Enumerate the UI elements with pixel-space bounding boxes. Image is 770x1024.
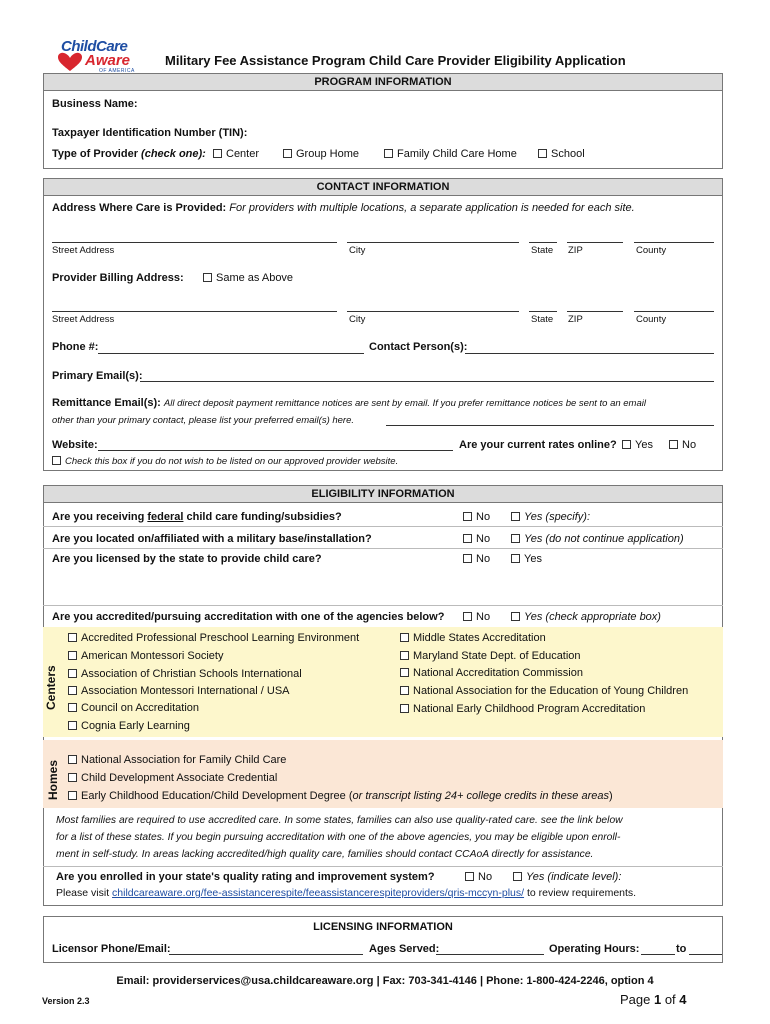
home-agency-checkbox[interactable]: Early Childhood Education/Child Development Degree (or transcript listing 24+ college credits in these areas) <box>68 790 613 802</box>
address-row <box>52 202 635 214</box>
logo-line2: Aware <box>85 52 131 69</box>
center-agency-checkbox[interactable]: Association Montessori International / USA <box>68 685 290 697</box>
federal-funding-no-checkbox[interactable]: No <box>463 511 490 523</box>
center-agency-checkbox[interactable]: Association of Christian Schools International <box>68 668 302 680</box>
checkbox-icon <box>511 512 520 521</box>
operating-hours-label: Operating Hours: <box>549 943 640 955</box>
divider <box>43 866 723 867</box>
licensed-yes-checkbox[interactable]: Yes <box>511 553 542 565</box>
city-input[interactable] <box>347 242 519 243</box>
billing-county-input[interactable] <box>634 311 714 312</box>
billing-state-input[interactable] <box>529 311 557 312</box>
billing-zip-caption: ZIP <box>568 314 583 325</box>
city-caption: City <box>349 245 366 256</box>
type-group-home-checkbox[interactable]: Group Home <box>283 148 359 160</box>
rates-online-no-checkbox[interactable]: No <box>669 439 696 451</box>
billing-street-caption: Street Address <box>52 314 115 325</box>
checkbox-icon <box>463 534 472 543</box>
page-indicator: Page 1 of 4 <box>620 992 687 1007</box>
program-information-header: PROGRAM INFORMATION <box>44 74 722 91</box>
remittance-row <box>52 397 646 409</box>
billing-state-caption: State <box>531 314 554 325</box>
licensor-label: Licensor Phone/Email: <box>52 943 171 955</box>
checkbox-icon <box>213 149 222 158</box>
ages-served-input[interactable] <box>436 954 544 955</box>
center-agency-checkbox[interactable]: Council on Accreditation <box>68 702 199 714</box>
remittance-note1: All direct deposit payment remittance notices are sent by email. If you prefer remittance notices be sent to an email <box>163 398 646 409</box>
checkbox-icon <box>68 703 77 712</box>
checkbox-icon <box>68 755 77 764</box>
center-agency-checkbox[interactable]: National Association for the Education of Young Children <box>400 685 688 697</box>
checkbox-icon <box>538 149 547 158</box>
primary-email-label: Primary Email(s): <box>52 370 143 382</box>
rates-online-yes-checkbox[interactable]: Yes <box>622 439 653 451</box>
center-agency-checkbox[interactable]: National Early Childhood Program Accreditation <box>400 703 645 715</box>
billing-address-label: Provider Billing Address: <box>52 272 184 284</box>
center-agency-checkbox[interactable]: National Accreditation Commission <box>400 667 583 679</box>
accreditation-question: Are you accredited/pursuing accreditation with one of the agencies below? <box>52 611 445 623</box>
accreditation-note-line3: ment in self-study. In areas lacking accredited/high quality care, families should contact CCAoA directly for assistance. <box>56 849 594 860</box>
contact-information-section <box>43 178 723 471</box>
checkbox-icon <box>511 554 520 563</box>
checkbox-icon <box>68 651 77 660</box>
billing-city-input[interactable] <box>347 311 519 312</box>
accreditation-note-line1: Most families are required to use accredited care. In some states, families can also use quality-rated care. see the link below <box>56 815 623 826</box>
type-school-checkbox[interactable]: School <box>538 148 585 160</box>
homes-label: Homes <box>46 759 60 800</box>
checkbox-icon <box>463 554 472 563</box>
contact-person-label: Contact Person(s): <box>369 341 468 353</box>
checkbox-icon <box>669 440 678 449</box>
primary-email-input[interactable] <box>140 381 714 382</box>
checkbox-icon <box>68 791 77 800</box>
remittance-email-input[interactable] <box>386 425 714 426</box>
website-label: Website: <box>52 439 98 451</box>
provider-type-hint: (check one): <box>141 148 206 160</box>
military-base-yes-checkbox[interactable]: Yes (do not continue application) <box>511 533 684 545</box>
centers-label: Centers <box>44 665 58 710</box>
checkbox-icon <box>52 456 61 465</box>
home-agency-checkbox[interactable]: National Association for Family Child Care <box>68 754 286 766</box>
federal-funding-yes-checkbox[interactable]: Yes (specify): <box>511 511 590 523</box>
same-as-above-checkbox[interactable]: Same as Above <box>203 272 293 284</box>
qris-visit-row: Please visit childcareaware.org/fee-assistancerespite/feeassistancerespiteproviders/qris-mccyn-plus/ to review requirements. <box>56 887 637 899</box>
checkbox-icon <box>68 721 77 730</box>
zip-caption: ZIP <box>568 245 583 256</box>
website-input[interactable] <box>98 450 453 451</box>
licensed-no-checkbox[interactable]: No <box>463 553 490 565</box>
checkbox-icon <box>465 872 474 881</box>
billing-street-input[interactable] <box>52 311 337 312</box>
checkbox-icon <box>463 512 472 521</box>
accreditation-note-line2: for a list of these states. If you begin pursuing accreditation with one of the above agencies, you may be eligible upon enroll- <box>56 832 621 843</box>
accreditation-no-checkbox[interactable]: No <box>463 611 490 623</box>
hours-to-label: to <box>676 943 687 955</box>
tin-label: Taxpayer Identification Number (TIN): <box>52 127 248 139</box>
checkbox-icon <box>400 686 409 695</box>
logo-line3: OF AMERICA <box>99 68 135 74</box>
rates-online-label: Are your current rates online? <box>459 439 617 451</box>
checkbox-icon <box>400 668 409 677</box>
contact-person-input[interactable] <box>465 353 714 354</box>
eligibility-information-header: ELIGIBILITY INFORMATION <box>44 486 722 503</box>
heart-logo-icon <box>57 52 83 72</box>
zip-input[interactable] <box>567 242 623 243</box>
hours-from-input[interactable] <box>641 954 675 955</box>
licensing-information-header: LICENSING INFORMATION <box>44 917 722 937</box>
qris-no-checkbox[interactable]: No <box>465 871 492 883</box>
checkbox-icon <box>511 612 520 621</box>
checkbox-icon <box>283 149 292 158</box>
hours-to-input[interactable] <box>689 954 722 955</box>
qris-question: Are you enrolled in your state's quality rating and improvement system? <box>56 871 435 883</box>
checkbox-icon <box>400 704 409 713</box>
remittance-label: Remittance Email(s): <box>52 397 161 409</box>
provider-type-label: Type of Provider <box>52 148 138 160</box>
checkbox-icon <box>68 773 77 782</box>
center-agency-checkbox[interactable]: Cognia Early Learning <box>68 720 190 732</box>
logo-line1: ChildCare <box>61 38 128 55</box>
provider-type-row <box>52 148 206 160</box>
qris-yes-checkbox[interactable]: Yes (indicate level): <box>513 871 621 883</box>
type-family-child-care-home-checkbox[interactable]: Family Child Care Home <box>384 148 517 160</box>
center-agency-checkbox[interactable]: Middle States Accreditation <box>400 632 546 644</box>
licensor-input[interactable] <box>169 954 363 955</box>
street-address-caption: Street Address <box>52 245 115 256</box>
accreditation-yes-checkbox[interactable]: Yes (check appropriate box) <box>511 611 661 623</box>
version-label: Version 2.3 <box>42 996 90 1006</box>
ages-served-label: Ages Served: <box>369 943 440 955</box>
street-address-input[interactable] <box>52 242 337 243</box>
checkbox-icon <box>511 534 520 543</box>
type-center-checkbox[interactable]: Center <box>213 148 259 160</box>
childcare-aware-logo <box>55 40 135 76</box>
checkbox-icon <box>384 149 393 158</box>
checkbox-icon <box>68 669 77 678</box>
checkbox-icon <box>68 633 77 642</box>
center-agency-checkbox[interactable]: Maryland State Dept. of Education <box>400 650 581 662</box>
military-base-question: Are you located on/affiliated with a military base/installation? <box>52 533 372 545</box>
divider <box>43 605 723 606</box>
state-caption: State <box>531 245 554 256</box>
phone-input[interactable] <box>98 353 364 354</box>
home-agency-checkbox[interactable]: Child Development Associate Credential <box>68 772 277 784</box>
billing-zip-input[interactable] <box>567 311 623 312</box>
checkbox-icon <box>463 612 472 621</box>
divider <box>43 548 723 549</box>
center-agency-checkbox[interactable]: Accredited Professional Preschool Learning Environment <box>68 632 359 644</box>
federal-funding-question: Are you receiving federal child care funding/subsidies? <box>52 511 342 523</box>
checkbox-icon <box>203 273 212 282</box>
phone-label: Phone #: <box>52 341 99 353</box>
footer-contact: Email: providerservices@usa.childcareaware.org | Fax: 703-341-4146 | Phone: 1-800-424-2246, option 4 <box>116 975 654 987</box>
address-note: For providers with multiple locations, a separate application is needed for each site. <box>229 202 635 214</box>
military-base-no-checkbox[interactable]: No <box>463 533 490 545</box>
licensed-question: Are you licensed by the state to provide child care? <box>52 553 322 565</box>
center-agency-checkbox[interactable]: American Montessori Society <box>68 650 223 662</box>
checkbox-icon <box>68 686 77 695</box>
licensing-information-section <box>43 916 723 963</box>
state-input[interactable] <box>529 242 557 243</box>
divider <box>43 526 723 527</box>
address-label: Address Where Care is Provided: <box>52 202 227 214</box>
county-input[interactable] <box>634 242 714 243</box>
page-title: Military Fee Assistance Program Child Care Provider Eligibility Application <box>165 53 626 68</box>
contact-information-header: CONTACT INFORMATION <box>44 179 722 196</box>
checkbox-icon <box>400 651 409 660</box>
qris-link[interactable]: childcareaware.org/fee-assistancerespite/feeassistancerespiteproviders/qris-mccyn-plus/ <box>112 887 525 899</box>
remittance-note2: other than your primary contact, please list your preferred email(s) here. <box>52 415 355 426</box>
business-name-label: Business Name: <box>52 98 138 110</box>
billing-county-caption: County <box>636 314 667 325</box>
county-caption: County <box>636 245 667 256</box>
checkbox-icon <box>513 872 522 881</box>
optout-checkbox[interactable]: Check this box if you do not wish to be listed on our approved provider website. <box>52 456 398 467</box>
billing-city-caption: City <box>349 314 366 325</box>
checkbox-icon <box>400 633 409 642</box>
checkbox-icon <box>622 440 631 449</box>
